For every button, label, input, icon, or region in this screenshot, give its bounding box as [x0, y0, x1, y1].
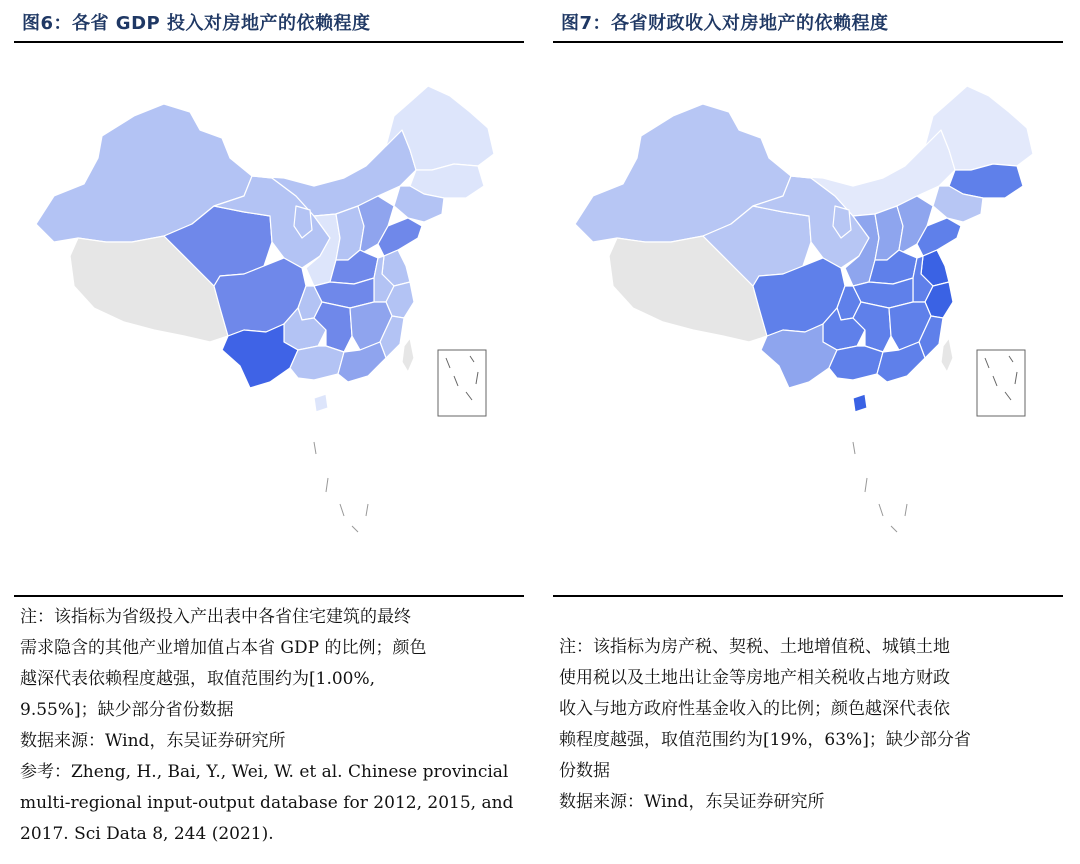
region-taiwan — [402, 338, 414, 372]
reference-line: multi-regional input-output database for 2012, 2015, and — [20, 793, 514, 813]
note-line: 9.55%]；缺少部分省份数据 — [20, 700, 234, 720]
region-guangxi — [829, 346, 883, 380]
figure-6-title: 图6：各省 GDP 投入对房地产的依赖程度 — [22, 13, 371, 34]
south-china-sea-inset — [853, 350, 1025, 532]
region-taiwan — [941, 338, 953, 372]
region-hainan — [314, 394, 328, 412]
data-source: 数据来源：Wind，东吴证券研究所 — [20, 731, 286, 751]
note-line: 收入与地方政府性基金收入的比例；颜色越深代表依 — [559, 699, 950, 719]
title-divider — [14, 41, 524, 43]
data-source: 数据来源：Wind，东吴证券研究所 — [559, 792, 825, 812]
figure-6-notes — [20, 602, 520, 850]
note-line: 赖程度越强，取值范围约为[19%，63%]；缺少部分省 — [559, 730, 971, 750]
note-line: 注：该指标为房产税、契税、土地增值税、城镇土地 — [559, 637, 950, 657]
figure-7-panel — [553, 0, 1063, 864]
map-svg — [553, 46, 1063, 586]
south-china-sea-inset — [314, 350, 486, 532]
notes-divider — [14, 595, 524, 597]
notes-divider — [553, 595, 1063, 597]
region-guangxi — [290, 346, 344, 380]
note-line: 使用税以及土地出让金等房地产相关税收占地方财政 — [559, 668, 950, 688]
note-line: 注：该指标为省级投入产出表中各省住宅建筑的最终 — [20, 607, 411, 627]
figure-6-panel — [14, 0, 524, 864]
title-divider — [553, 41, 1063, 43]
note-line: 越深代表依赖程度越强，取值范围约为[1.00%, — [20, 669, 376, 689]
region-hainan — [853, 394, 867, 412]
reference-line: 2017. Sci Data 8, 244 (2021). — [20, 824, 274, 844]
reference-line: 参考：Zheng, H., Bai, Y., Wei, W. et al. Chinese provincial — [20, 762, 509, 782]
note-line: 份数据 — [559, 761, 610, 781]
figure-7-notes — [559, 632, 1059, 818]
china-gdp-dependency-map — [14, 46, 524, 586]
china-fiscal-dependency-map — [553, 46, 1063, 586]
figure-7-title: 图7：各省财政收入对房地产的依赖程度 — [561, 13, 889, 34]
map-svg — [14, 46, 524, 586]
note-line: 需求隐含的其他产业增加值占本省 GDP 的比例；颜色 — [20, 638, 427, 658]
